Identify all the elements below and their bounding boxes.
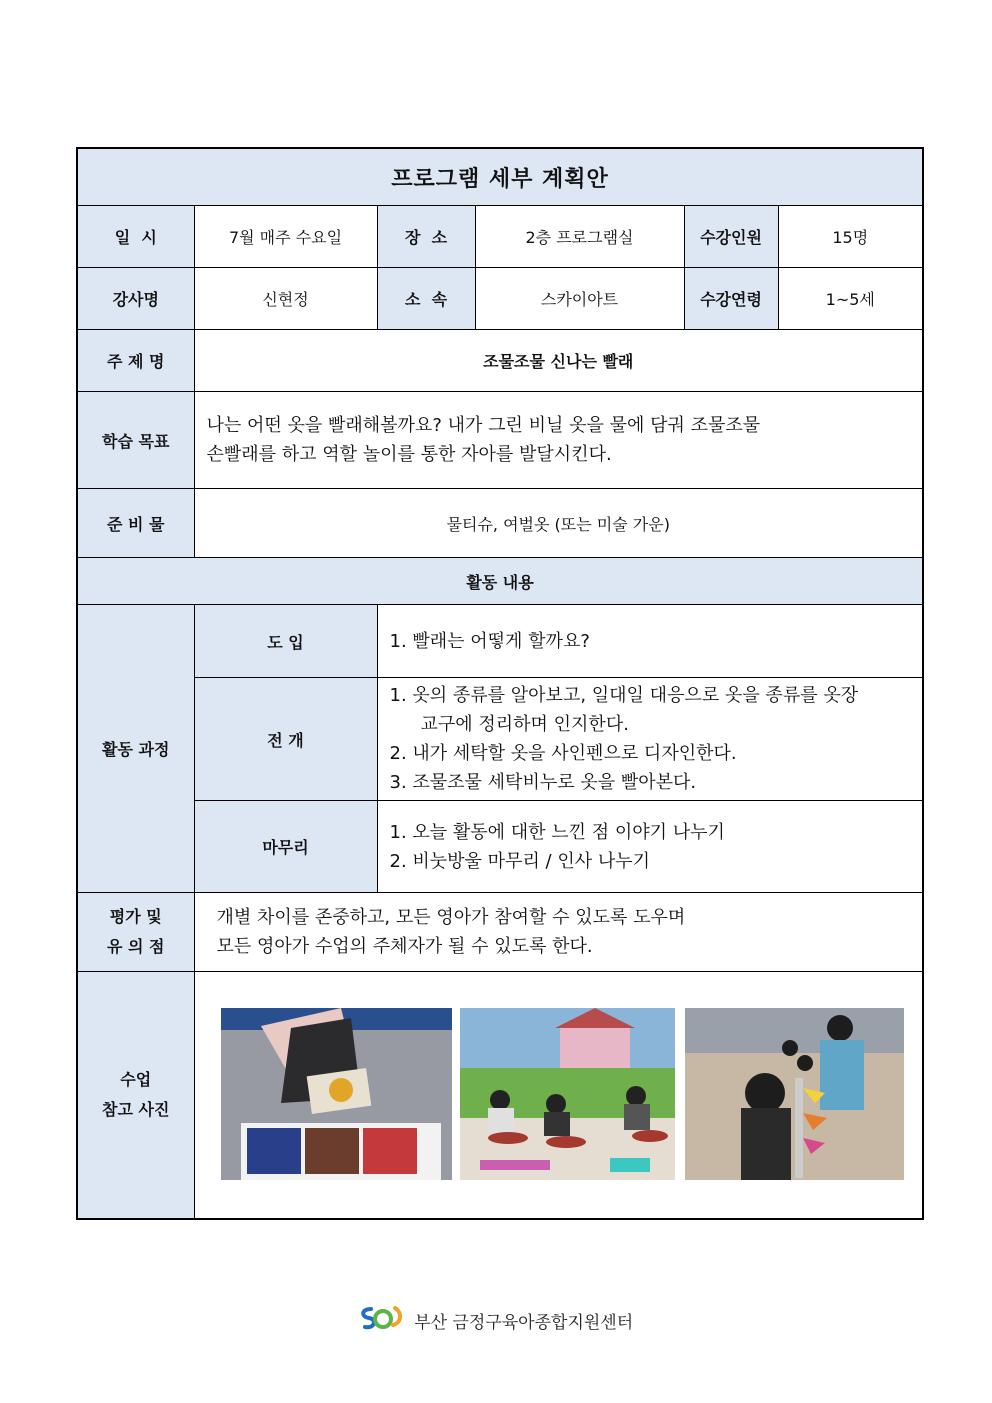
intro-item: 1. 빨래는 어떻게 할까요?: [389, 630, 590, 652]
closing-item: 2. 비눗방울 마무리 / 인사 나누기: [389, 850, 651, 872]
footer: [0, 1305, 992, 1336]
affiliation-label: 소 속: [377, 268, 475, 330]
age-label: 수강연령: [684, 268, 778, 330]
class-photo: [221, 1008, 452, 1180]
closing-label: 마무리: [194, 801, 377, 893]
photos-label-line-2: 참고 사진: [102, 1100, 170, 1119]
capacity-value: 15명: [778, 206, 923, 268]
evaluation-label-line-2: 유 의 점: [106, 937, 165, 956]
development-item: 2. 내가 세탁할 옷을 사인펜으로 디자인한다.: [389, 743, 737, 764]
materials-value: 물티슈, 여벌옷 (또는 미술 가운): [194, 489, 923, 558]
center-logo-icon: [359, 1305, 403, 1336]
process-label: 활동 과정: [77, 605, 194, 893]
goal-line-1: 나는 어떤 옷을 빨래해볼까요? 내가 그린 비닐 옷을 물에 담궈 조물조물: [206, 415, 761, 436]
age-value: 1~5세: [778, 268, 923, 330]
intro-content: [377, 605, 923, 678]
closing-content: [377, 801, 923, 893]
evaluation-line-2: 모든 영아가 수업의 주체자가 될 수 있도록 한다.: [216, 936, 593, 957]
instructor-value: 신현정: [194, 268, 377, 330]
development-label: 전 개: [194, 678, 377, 801]
goal-label: 학습 목표: [77, 392, 194, 489]
affiliation-value: 스카이아트: [475, 268, 684, 330]
evaluation-label-line-1: 평가 및: [109, 907, 162, 926]
goal-text: [194, 392, 923, 489]
development-item: 교구에 정리하며 인지한다.: [420, 714, 629, 735]
development-item: 1. 옷의 종류를 알아보고, 일대일 대응으로 옷을 종류를 옷장: [389, 685, 859, 706]
class-photo: [685, 1008, 904, 1180]
date-label: 일 시: [77, 206, 194, 268]
development-content: [377, 678, 923, 801]
place-label: 장 소: [377, 206, 475, 268]
development-item: 3. 조물조물 세탁비누로 옷을 빨아본다.: [389, 772, 697, 793]
place-value: 2층 프로그램실: [475, 206, 684, 268]
activity-header: 활동 내용: [77, 558, 923, 605]
closing-item: 1. 오늘 활동에 대한 느낀 점 이야기 나누기: [389, 821, 725, 843]
class-photo: [460, 1008, 675, 1180]
photos-label: [77, 972, 194, 1220]
instructor-label: 강사명: [77, 268, 194, 330]
materials-label: 준 비 물: [77, 489, 194, 558]
evaluation-text: [194, 893, 923, 972]
intro-label: 도 입: [194, 605, 377, 678]
capacity-label: 수강인원: [684, 206, 778, 268]
theme-value: 조물조물 신나는 빨래: [194, 330, 923, 392]
goal-line-2: 손빨래를 하고 역할 놀이를 통한 자아를 발달시킨다.: [206, 444, 612, 465]
date-value: 7월 매주 수요일: [194, 206, 377, 268]
program-plan-table: [76, 147, 924, 1220]
document-title: 프로그램 세부 계획안: [77, 148, 923, 206]
evaluation-label: [77, 893, 194, 972]
photos-label-line-1: 수업: [120, 1070, 152, 1089]
reference-photos: [194, 972, 923, 1220]
theme-label: 주 제 명: [77, 330, 194, 392]
footer-org-name: 부산 금정구육아종합지원센터: [414, 1313, 634, 1333]
evaluation-line-1: 개별 차이를 존중하고, 모든 영아가 참여할 수 있도록 도우며: [216, 907, 686, 928]
